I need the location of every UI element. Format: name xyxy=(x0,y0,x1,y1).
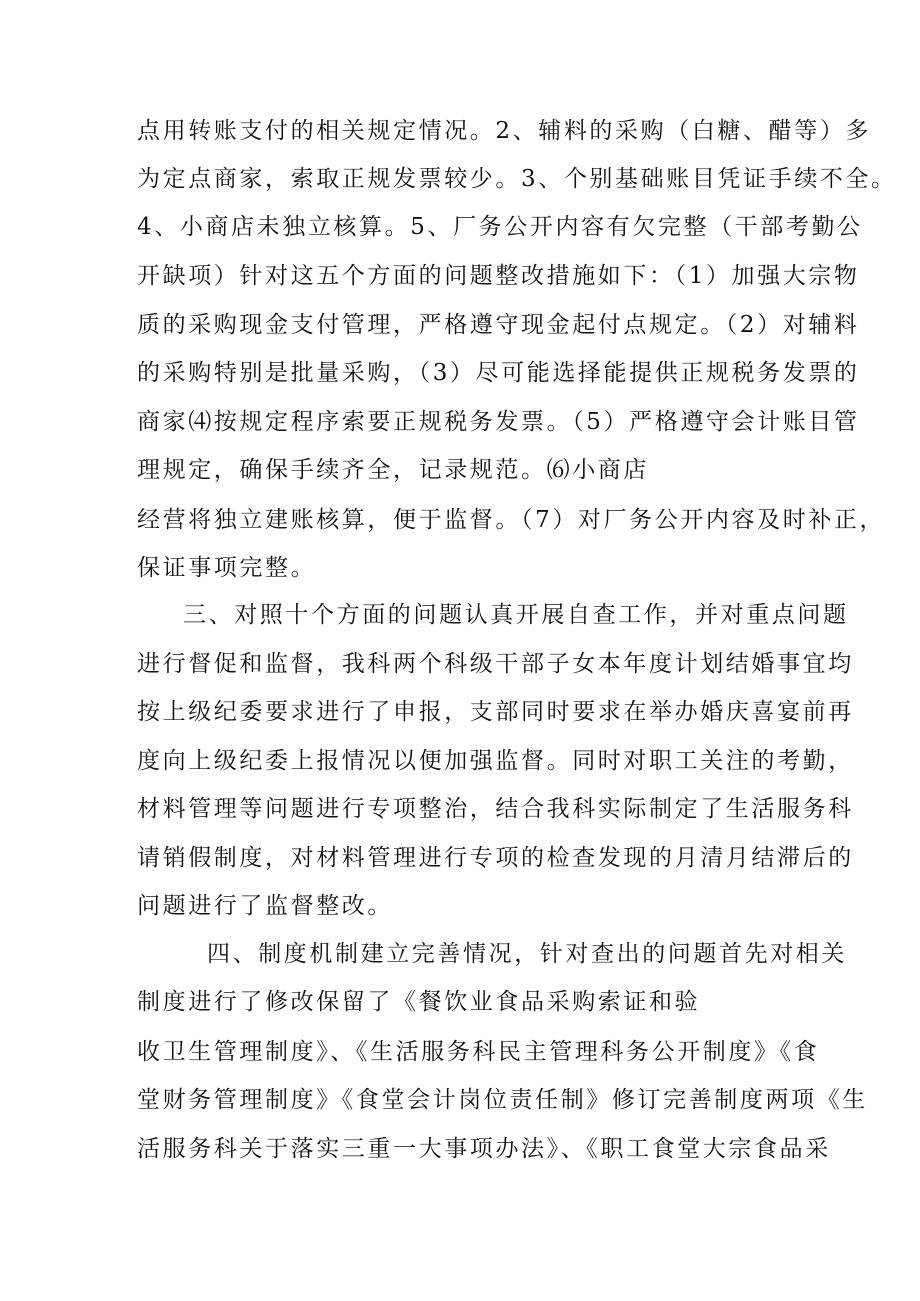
text-line-4: 开缺项）针对这五个方面的问题整改措施如下：（1）加强大宗物 xyxy=(137,263,860,289)
section-3-line-4: 度向上级纪委上报情况以便加强监督。同时对职工关注的考勤， xyxy=(137,748,854,774)
text-line-9: 经营将独立建账核算，便于监督。（7）对厂务公开内容及时补正， xyxy=(137,507,886,533)
section-4-line-5: 活服务科关于落实三重一大事项办法》、《职工食堂大宗食品采 xyxy=(137,1136,831,1162)
section-3-line-5: 材料管理等问题进行专项整治，结合我科实际制定了生活服务科 xyxy=(137,796,854,822)
section-4-line-1: 四、制度机制建立完善情况，针对查出的问题首先对相关 xyxy=(207,941,847,967)
section-3-line-6: 请销假制度，对材料管理进行专项的检查发现的月清月结滞后的 xyxy=(137,845,854,871)
section-3-line-1: 三、对照十个方面的问题认真开展自查工作，并对重点问题 xyxy=(183,602,849,628)
text-line-1: 点用转账支付的相关规定情况。2、辅料的采购（白糖、醋等）多 xyxy=(137,118,872,144)
text-line-7: 商家⑷按规定程序索要正规税务发票。（5）严格遵守会计账目管 xyxy=(137,409,860,435)
text-line-2: 为定点商家，索取正规发票较少。3、个别基础账目凭证手续不全。 xyxy=(137,166,897,192)
section-3-line-7: 问题进行了监督整改。 xyxy=(137,893,393,919)
text-line-6: 的采购特别是批量采购，（3）尽可能选择能提供正规税务发票的 xyxy=(137,360,860,386)
section-3-line-2: 进行督促和监督，我科两个科级干部子女本年度计划结婚事宜均 xyxy=(137,651,854,677)
text-line-5: 质的采购现金支付管理，严格遵守现金起付点规定。（2）对辅料 xyxy=(137,312,860,338)
text-line-10: 保证事项完整。 xyxy=(137,555,317,581)
section-4-line-4: 堂财务管理制度》《食堂会计岗位责任制》修订完善制度两项《生 xyxy=(137,1087,868,1113)
text-line-3: 4、小商店未独立核算。5、厂务公开内容有欠完整（干部考勤公 xyxy=(137,214,863,240)
section-4-line-3: 收卫生管理制度》、《生活服务科民主管理科务公开制度》《食 xyxy=(137,1039,820,1065)
section-4-line-2: 制度进行了修改保留了《餐饮业食品采购索证和验 xyxy=(137,989,701,1015)
text-line-8: 理规定，确保手续齐全，记录规范。⑹小商店 xyxy=(137,457,649,483)
section-3-line-3: 按上级纪委要求进行了申报，支部同时要求在举办婚庆喜宴前再 xyxy=(137,699,854,725)
